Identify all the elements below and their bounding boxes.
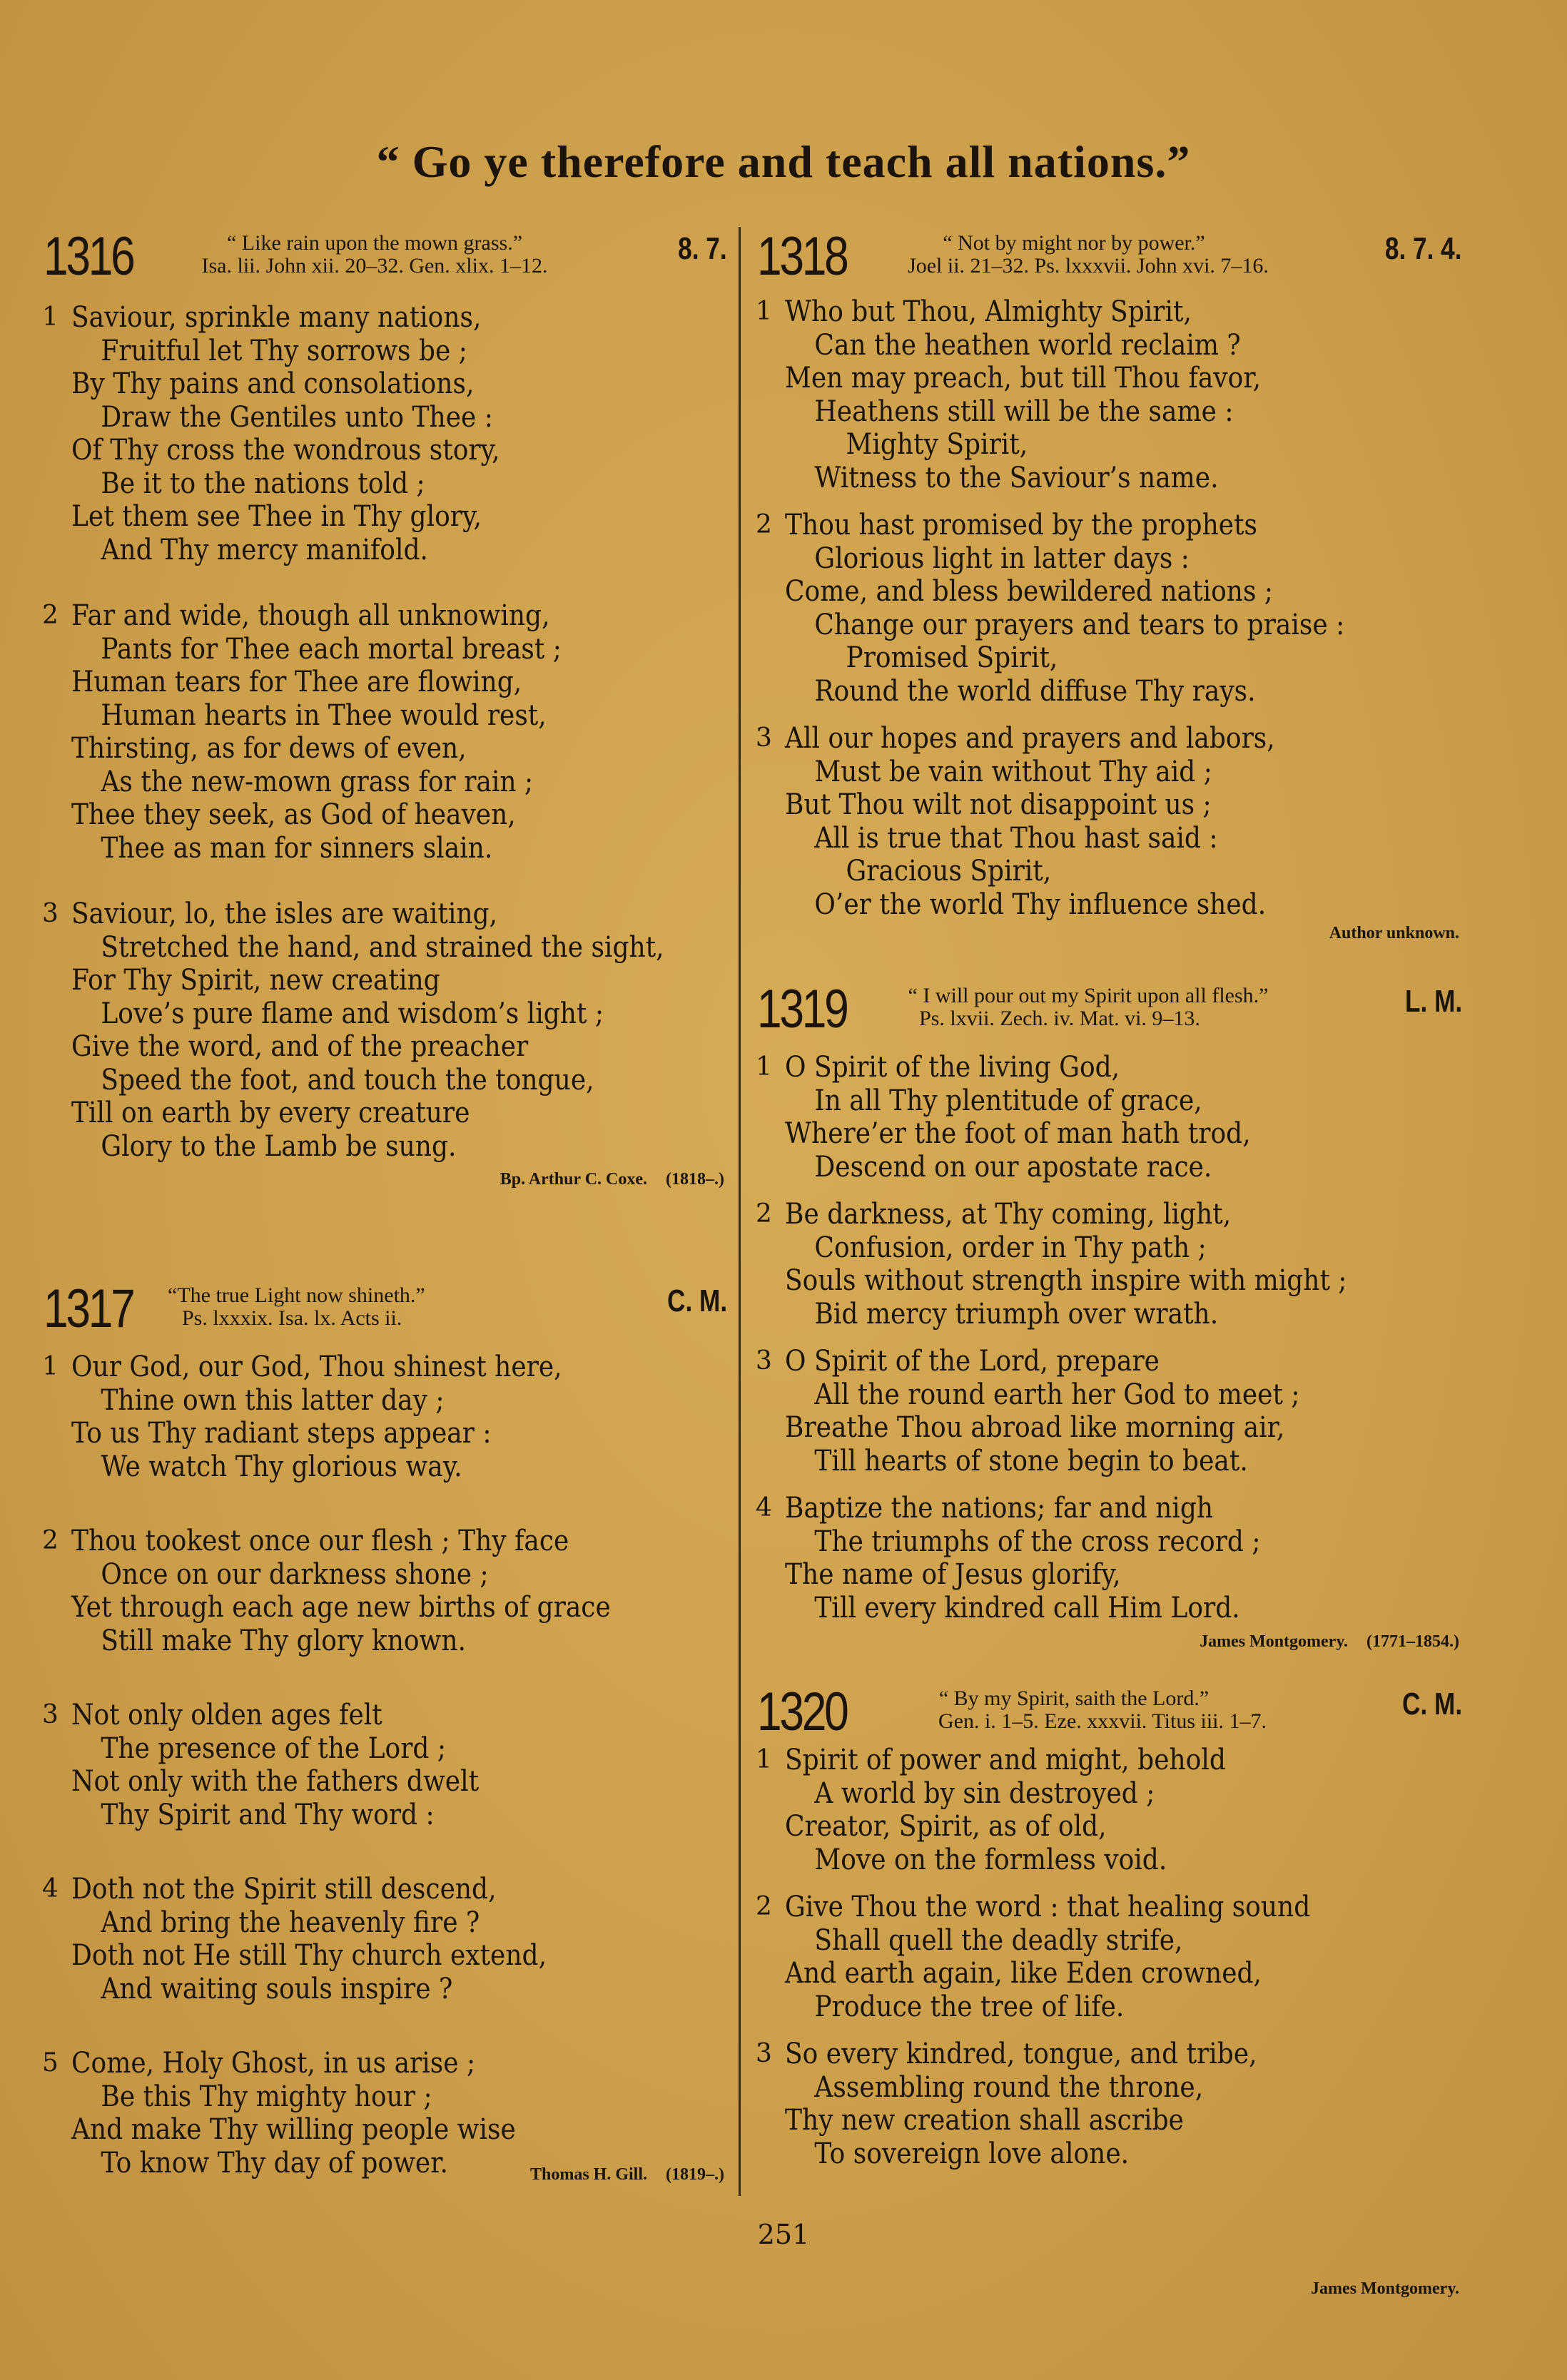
verse-line: Far and wide, though all unknowing, — [71, 599, 550, 632]
verse-line: Come, Holy Ghost, in us arise ; — [71, 2047, 476, 2080]
verse-line: By Thy pains and consolations, — [71, 367, 475, 400]
scripture-refs: Ps. lxvii. Zech. iv. Mat. vi. 9–13. — [919, 1007, 1200, 1030]
stanza — [39, 301, 731, 566]
author-name: Thomas H. Gill. — [529, 2165, 648, 2184]
verse-line: Give the word, and of the preacher — [71, 1030, 529, 1063]
stanza — [39, 1873, 731, 2005]
hymn-1317 — [39, 1278, 731, 2184]
stanza-number: 1 — [42, 302, 59, 332]
verse-line: Thy Spirit and Thy word : — [101, 1798, 435, 1831]
scripture-refs: Joel ii. 21–32. Ps. lxxxvii. John xvi. 7–16. — [908, 254, 1269, 278]
verse-line: And bring the heavenly fire ? — [101, 1906, 480, 1939]
stanza — [753, 1744, 1466, 1876]
verse-line: To sovereign love alone. — [814, 2137, 1130, 2170]
verse-line: Thee they seek, as God of heaven, — [71, 798, 516, 831]
verse-line: Descend on our apostate race. — [814, 1150, 1212, 1184]
hymn-number: 1316 — [44, 226, 133, 287]
hymn-number: 1320 — [757, 1682, 847, 1742]
verse-line: Baptize the nations; far and nigh — [785, 1492, 1214, 1525]
hymn-author — [500, 1170, 724, 1189]
verse-line: And Thy mercy manifold. — [101, 533, 428, 566]
verse-line: Once on our darkness shone ; — [101, 1557, 489, 1591]
verse-line: And make Thy willing people wise — [71, 2113, 516, 2146]
verse-line: Confusion, order in Thy path ; — [814, 1231, 1207, 1264]
verse-line: Give Thou the word : that healing sound — [785, 1891, 1311, 1923]
stanza-number: 1 — [756, 1052, 772, 1082]
verse-line: Pants for Thee each mortal breast ; — [101, 632, 562, 666]
hymn-author — [1311, 2279, 1459, 2299]
verse-line: The triumphs of the cross record ; — [814, 1525, 1261, 1558]
verse-line: Not only olden ages felt — [71, 1699, 382, 1731]
hymn-motto: “ I will pour out my Spirit upon all flesh.” — [908, 984, 1269, 1007]
hymn-motto: “ Like rain upon the mown grass.” — [226, 231, 523, 255]
author-name: Author unknown. — [1329, 924, 1459, 942]
verse-line: Can the heathen world reclaim ? — [814, 328, 1241, 362]
verse-line: A world by sin destroyed ; — [814, 1776, 1155, 1810]
verse-line: Be it to the nations told ; — [101, 467, 425, 500]
verse-line: Our God, our God, Thou shinest here, — [71, 1351, 562, 1383]
author-dates: (1818–.) — [666, 1170, 724, 1189]
stanza-number: 1 — [756, 1745, 772, 1774]
verse-line: Doth not He still Thy church extend, — [71, 1939, 547, 1972]
verse-line: Glorious light in latter days : — [814, 541, 1190, 575]
hymn-1318 — [753, 226, 1466, 942]
verse-line: Breathe Thou abroad like morning air, — [785, 1411, 1285, 1444]
stanza-number: 3 — [42, 1700, 59, 1729]
stanza — [39, 1699, 731, 1831]
author-name: Bp. Arthur C. Coxe. — [499, 1170, 648, 1189]
stanza — [753, 722, 1466, 921]
verse-line: Of Thy cross the wondrous story, — [71, 434, 500, 467]
column-divider — [739, 227, 741, 2196]
hymn-author — [530, 2165, 724, 2185]
verse-line: Till hearts of stone begin to beat. — [814, 1444, 1248, 1478]
verse-line: Be darkness, at Thy coming, light, — [785, 1198, 1232, 1231]
stanza — [39, 599, 731, 865]
stanza — [753, 2038, 1466, 2170]
verse-line: All our hopes and prayers and labors, — [785, 722, 1275, 755]
hymn-number: 1319 — [757, 979, 847, 1039]
verse-line: Doth not the Spirit still descend, — [71, 1873, 497, 1906]
verse-line: In all Thy plentitude of grace, — [814, 1084, 1202, 1117]
verse-line: Come, and bless bewildered nations ; — [785, 575, 1274, 608]
verse-line: Bid mercy triumph over wrath. — [814, 1297, 1219, 1331]
hymn-header — [39, 1278, 731, 1339]
verse-line: Thine own this latter day ; — [101, 1383, 445, 1417]
author-dates: (1771–1854.) — [1366, 1632, 1459, 1651]
page-heading: “ Go ye therefore and teach all nations.” — [376, 136, 1191, 187]
verse-line: Round the world diffuse Thy rays. — [814, 674, 1256, 708]
verse-line: Stretched the hand, and strained the sight, — [101, 930, 664, 964]
verse-line: The presence of the Lord ; — [101, 1731, 447, 1765]
hymn-header — [39, 228, 731, 285]
verse-line: And waiting souls inspire ? — [101, 1972, 453, 2005]
verse-line: Glory to the Lamb be sung. — [101, 1129, 457, 1163]
verse-line: O Spirit of the Lord, prepare — [785, 1345, 1160, 1378]
stanza-number: 4 — [42, 1874, 59, 1903]
verse-line: Still make Thy glory known. — [101, 1624, 466, 1657]
stanza-number: 2 — [756, 510, 772, 539]
page-number: 251 — [757, 2219, 810, 2250]
verse-line: Produce the tree of life. — [814, 1990, 1125, 2023]
hymn-author — [1200, 1632, 1459, 1652]
hymn-meter: 8. 7. — [678, 231, 727, 266]
verse-line: As the new-mown grass for rain ; — [101, 765, 534, 798]
hymn-meter: L. M. — [1404, 984, 1462, 1019]
verse-line: Be this Thy mighty hour ; — [101, 2080, 432, 2113]
hymn-header — [753, 228, 1466, 285]
verse-line: Thy new creation shall ascribe — [785, 2104, 1184, 2137]
stanza-number: 3 — [756, 2039, 772, 2068]
verse-line: Souls without strength inspire with might ; — [785, 1264, 1347, 1297]
stanza — [39, 897, 731, 1163]
hymn-meter: C. M. — [1401, 1687, 1462, 1722]
verse-line: Let them see Thee in Thy glory, — [71, 500, 482, 533]
author-name: James Montgomery. — [1200, 1632, 1349, 1651]
verse-line: Thirsting, as for dews of even, — [71, 732, 467, 765]
stanza-number: 2 — [42, 601, 59, 630]
verse-line: Till on earth by every creature — [71, 1097, 470, 1129]
stanza — [753, 1492, 1466, 1624]
verse-line: Witness to the Saviour’s name. — [814, 461, 1219, 494]
verse-line: The name of Jesus glorify, — [785, 1558, 1121, 1591]
stanza-number: 3 — [756, 723, 772, 753]
hymn-header — [753, 1684, 1466, 1741]
hymn-meter: 8. 7. 4. — [1385, 231, 1462, 266]
stanza — [753, 1345, 1466, 1478]
stanza — [753, 295, 1466, 494]
verse-line: Mighty Spirit, — [846, 428, 1028, 461]
verse-line: All is true that Thou hast said : — [814, 821, 1218, 855]
verse-line: Human tears for Thee are flowing, — [71, 666, 522, 698]
author-name: James Montgomery. — [1311, 2279, 1459, 2298]
verse-line: Move on the formless void. — [814, 1843, 1167, 1876]
hymn-1319 — [753, 979, 1466, 1651]
verse-line: Saviour, lo, the isles are waiting, — [71, 897, 498, 930]
stanza — [753, 1198, 1466, 1331]
verse-line: Thou hast promised by the prophets — [785, 509, 1258, 541]
stanza-number: 2 — [756, 1199, 772, 1229]
stanza-number: 4 — [756, 1493, 772, 1522]
verse-line: Thee as man for sinners slain. — [101, 831, 493, 865]
verse-line: We watch Thy glorious way. — [101, 1450, 462, 1483]
stanza-number: 5 — [42, 2048, 59, 2078]
hymn-motto: “ Not by might nor by power.” — [943, 231, 1205, 255]
author-dates: (1819–.) — [666, 2165, 724, 2184]
scripture-refs: Isa. lii. John xii. 20–32. Gen. xlix. 1–12. — [201, 254, 548, 278]
verse-line: Yet through each age new births of grace — [71, 1591, 611, 1624]
verse-line: Heathens still will be the same : — [814, 395, 1234, 428]
hymn-number: 1317 — [44, 1278, 133, 1339]
stanza — [753, 1051, 1466, 1184]
stanza — [39, 2047, 731, 2180]
verse-line: Love’s pure flame and wisdom’s light ; — [101, 997, 604, 1030]
verse-line: Assembling round the throne, — [814, 2070, 1204, 2104]
verse-line: And earth again, like Eden crowned, — [785, 1957, 1262, 1990]
verse-line: Fruitful let Thy sorrows be ; — [101, 334, 467, 367]
stanza — [39, 1525, 731, 1657]
verse-line: Change our prayers and tears to praise : — [814, 608, 1345, 641]
verse-line: Speed the foot, and touch the tongue, — [101, 1063, 594, 1097]
stanza-number: 1 — [42, 1352, 59, 1381]
verse-line: All the round earth her God to meet ; — [814, 1378, 1300, 1411]
hymn-1316 — [39, 226, 731, 1189]
verse-line: But Thou wilt not disappoint us ; — [785, 788, 1212, 821]
verse-line: Must be vain without Thy aid ; — [814, 755, 1212, 788]
verse-line: For Thy Spirit, new creating — [71, 964, 440, 997]
stanza — [753, 1891, 1466, 2023]
verse-line: Draw the Gentiles unto Thee : — [101, 400, 493, 434]
verse-line: Saviour, sprinkle many nations, — [71, 301, 482, 334]
verse-line: To us Thy radiant steps appear : — [71, 1417, 492, 1450]
verse-line: Men may preach, but till Thou favor, — [785, 362, 1262, 395]
stanza — [753, 509, 1466, 708]
verse-line: To know Thy day of power. — [101, 2146, 448, 2180]
verse-line: O Spirit of the living God, — [785, 1051, 1120, 1084]
hymn-meter: C. M. — [666, 1283, 727, 1318]
verse-line: Creator, Spirit, as of old, — [785, 1810, 1107, 1843]
verse-line: So every kindred, tongue, and tribe, — [785, 2038, 1257, 2070]
stanza-number: 3 — [42, 899, 59, 928]
stanza — [39, 1351, 731, 1483]
hymn-author — [1329, 924, 1459, 943]
stanza-number: 2 — [756, 1892, 772, 1921]
verse-line: Till every kindred call Him Lord. — [814, 1591, 1240, 1624]
verse-line: Promised Spirit, — [846, 641, 1058, 674]
verse-line: Who but Thou, Almighty Spirit, — [785, 295, 1192, 328]
scripture-refs: Gen. i. 1–5. Eze. xxxvii. Titus iii. 1–7. — [938, 1709, 1267, 1733]
scripture-refs: Ps. lxxxix. Isa. lx. Acts ii. — [182, 1306, 402, 1330]
hymn-motto: “ By my Spirit, saith the Lord.” — [938, 1687, 1210, 1710]
verse-line: Spirit of power and might, behold — [785, 1744, 1226, 1776]
verse-line: Gracious Spirit, — [846, 855, 1052, 888]
hymn-number: 1318 — [757, 226, 847, 287]
stanza-number: 1 — [756, 297, 772, 326]
verse-line: O’er the world Thy influence shed. — [814, 888, 1267, 921]
verse-line: Where’er the foot of man hath trod, — [785, 1117, 1251, 1150]
hymn-motto: “The true Light now shineth.” — [168, 1283, 425, 1307]
verse-line: Human hearts in Thee would rest, — [101, 698, 547, 732]
stanza-number: 3 — [756, 1346, 772, 1375]
verse-line: Not only with the fathers dwelt — [71, 1765, 480, 1798]
stanza-number: 2 — [42, 1526, 59, 1555]
verse-line: Thou tookest once our flesh ; Thy face — [71, 1525, 569, 1557]
hymn-header — [753, 981, 1466, 1038]
verse-line: Shall quell the deadly strife, — [814, 1923, 1183, 1957]
